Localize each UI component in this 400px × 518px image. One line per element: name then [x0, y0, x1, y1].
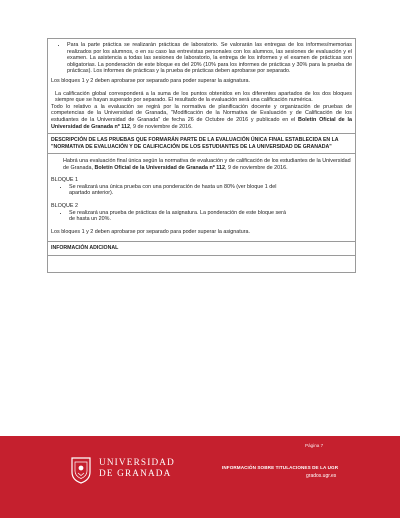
block2-bullet: • Se realizará una prueba de prácticas de la asignatura. La ponderación de este bloque será de hasta un 20%.: [69, 210, 352, 223]
block2-list: [51, 210, 352, 223]
block1-title: BLOQUE 1: [51, 177, 78, 184]
normative-date: , 9 de noviembre de 2016.: [129, 123, 193, 130]
block1-bullet: • Se realizará una única prueba con una ponderación de hasta un 80% (ver bloque 1 del apartado anterior).: [69, 184, 352, 197]
evaluation-table: [47, 38, 356, 273]
page-number: Página 7: [305, 443, 324, 448]
global-grade-paragraph: La calificación global corresponderá a la suma de los puntos obtenidos en los diferentes apartados de los dos bloques siempre que se hayan superado por separado. El resultado de la evaluación será una calificación numérica.: [55, 90, 352, 104]
unique-closing-note: Los bloques 1 y 2 deben aprobarse por separado para poder superar la asignatura.: [51, 228, 250, 235]
normative-bulletin: Boletín Oficial de la Universidad de Granada nº 112: [51, 116, 352, 130]
additional-info-heading: INFORMACIÓN ADICIONAL: [51, 245, 119, 252]
additional-info-heading-cell: [48, 241, 355, 254]
university-name-line-1: UNIVERSIDAD: [99, 457, 175, 467]
normative-paragraph: [51, 104, 352, 130]
continuous-evaluation-cell: [48, 39, 355, 133]
practice-bullet-list: [51, 42, 352, 75]
footer-info-title: INFORMACIÓN SOBRE TITULACIONES DE LA UGR: [222, 465, 339, 470]
unique-evaluation-heading: DESCRIPCIÓN DE LAS PRUEBAS QUE FORMARÁN PARTE DE LA EVALUACIÓN ÚNICA FINAL ESTABLECIDA EN LA "NORMATIVA DE EVALUACIÓN Y DE CALIFICACIÓN DE LOS ESTUDIANTES DE LA UNIVERSIDAD DE GRANADA": [51, 137, 339, 150]
normative-text: Todo lo relativo a la evaluación se regirá por la normativa de planificación docente y organización de pruebas de competencias de la Universidad de Granada, "Modificación de la Normativa de Evaluación y de Calificación de los estudiantes de la Universidad de Granada" de fecha 26 de Octubre de 2016 y publicado en el: [51, 103, 352, 123]
intro-bulletin: Boletín Oficial de la Universidad de Granada nº 112: [94, 164, 225, 171]
university-name: [99, 457, 175, 479]
additional-info-body: [48, 255, 355, 272]
intro-text: Habrá una evaluación final única según la normativa de evaluación y de calificación de los estudiantes de la Universidad de Granada,: [63, 157, 351, 171]
block2-title: BLOQUE 2: [51, 202, 78, 209]
unique-evaluation-intro: [51, 158, 352, 171]
practice-bullet: • Para la parte práctica se realizarán prácticas de laboratorio. Se valorarán las entregas de los informes/memorias realizados por los alumnos, o en su caso las entrevistas personales con los alumnos, las sesiones de evaluación y el examen. La asistencia a todas las sesiones de laboratorio, la entrega de los informes y el examen de prácticas son obligatorias. La ponderación de este bloque es del 20% (10% para los informes de prácticas y 30% para la prueba de prácticas). Los informes de prácticas y la prueba de prácticas deben aprobarse por separado.: [67, 42, 352, 75]
intro-date: , 9 de noviembre de 2016.: [224, 164, 288, 171]
unique-evaluation-cell: [48, 153, 355, 241]
university-name-line-2: DE GRANADA: [99, 468, 172, 478]
block1-list: [51, 184, 352, 197]
page-content: [47, 38, 356, 273]
page-footer: [0, 436, 400, 518]
university-seal-icon: [70, 456, 92, 484]
unique-evaluation-heading-cell: [48, 133, 355, 153]
footer-url[interactable]: grados.ugr.es: [306, 473, 337, 479]
blocks-separate-note: Los bloques 1 y 2 deben aprobarse por separado para poder superar la asignatura.: [51, 77, 250, 84]
